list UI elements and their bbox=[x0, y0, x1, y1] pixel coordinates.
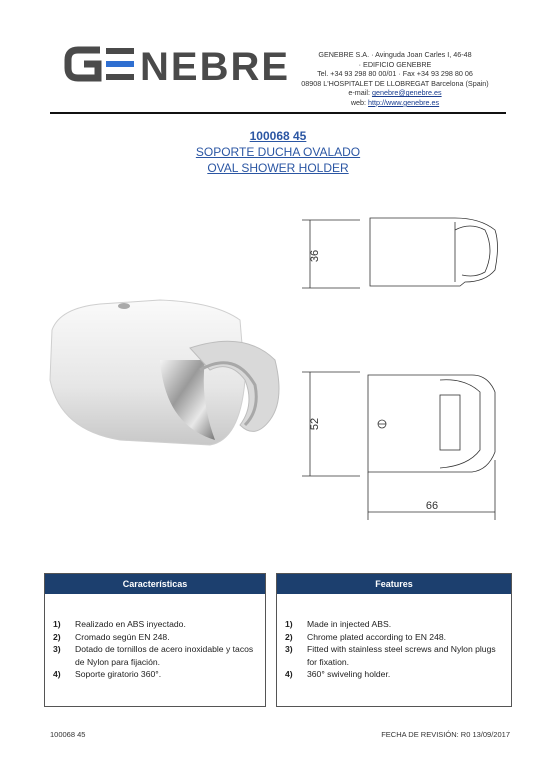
company-address: 08908 L'HOSPITALET DE LLOBREGAT Barcelona (Spain) bbox=[301, 78, 489, 88]
dim-height-front: 52 bbox=[309, 417, 321, 431]
product-name-es: SOPORTE DUCHA OVALADO bbox=[195, 145, 361, 159]
company-line-1: GENEBRE S.A. · Avinguda Joan Carles I, 46-48 bbox=[318, 50, 472, 59]
email-label: e-mail: bbox=[348, 88, 370, 98]
company-info bbox=[280, 50, 510, 108]
product-title bbox=[0, 128, 556, 176]
technical-drawing bbox=[290, 200, 520, 530]
dim-width: 66 bbox=[425, 500, 439, 512]
list-item: 3) Dotado de tornillos de acero inoxidable y tacos de Nylon para fijación. bbox=[53, 644, 254, 667]
features-es-box bbox=[44, 573, 266, 707]
web-label: web: bbox=[350, 97, 367, 107]
email-link[interactable]: genebre@genebre.es bbox=[371, 88, 442, 98]
dim-height-side: 36 bbox=[309, 249, 321, 263]
list-item: 1) Made in injected ABS. bbox=[285, 619, 392, 629]
footer-code: 100068 45 bbox=[50, 730, 86, 739]
product-photo bbox=[40, 290, 285, 460]
product-name-en: OVAL SHOWER HOLDER bbox=[207, 161, 349, 175]
svg-text:NEBRE: NEBRE bbox=[140, 45, 291, 89]
header-divider bbox=[50, 112, 506, 114]
list-item: 2) Chrome plated according to EN 248. bbox=[285, 631, 447, 642]
list-item: 1) Realizado en ABS inyectado. bbox=[53, 619, 186, 629]
list-item: 3) Fitted with stainless steel screws and Nylon plugs for fixation. bbox=[285, 644, 496, 667]
list-item: 4) 360° swiveling holder. bbox=[285, 669, 391, 679]
company-phone: Tel. +34 93 298 80 00/01 · Fax +34 93 298 80 06 bbox=[317, 69, 473, 79]
features-en-header: Features bbox=[277, 574, 511, 594]
features-en-box bbox=[276, 573, 512, 707]
features-es-header: Características bbox=[45, 574, 265, 594]
product-code: 100068 45 bbox=[249, 129, 307, 143]
genebre-logo bbox=[64, 42, 291, 89]
list-item: 4) Soporte giratorio 360°. bbox=[53, 669, 162, 679]
company-line-2: · EDIFICIO GENEBRE bbox=[358, 59, 432, 69]
web-link[interactable]: http://www.genebre.es bbox=[368, 97, 440, 107]
list-item: 2) Cromado según EN 248. bbox=[53, 631, 170, 642]
footer-revision: FECHA DE REVISIÓN: R0 13/09/2017 bbox=[381, 730, 510, 739]
